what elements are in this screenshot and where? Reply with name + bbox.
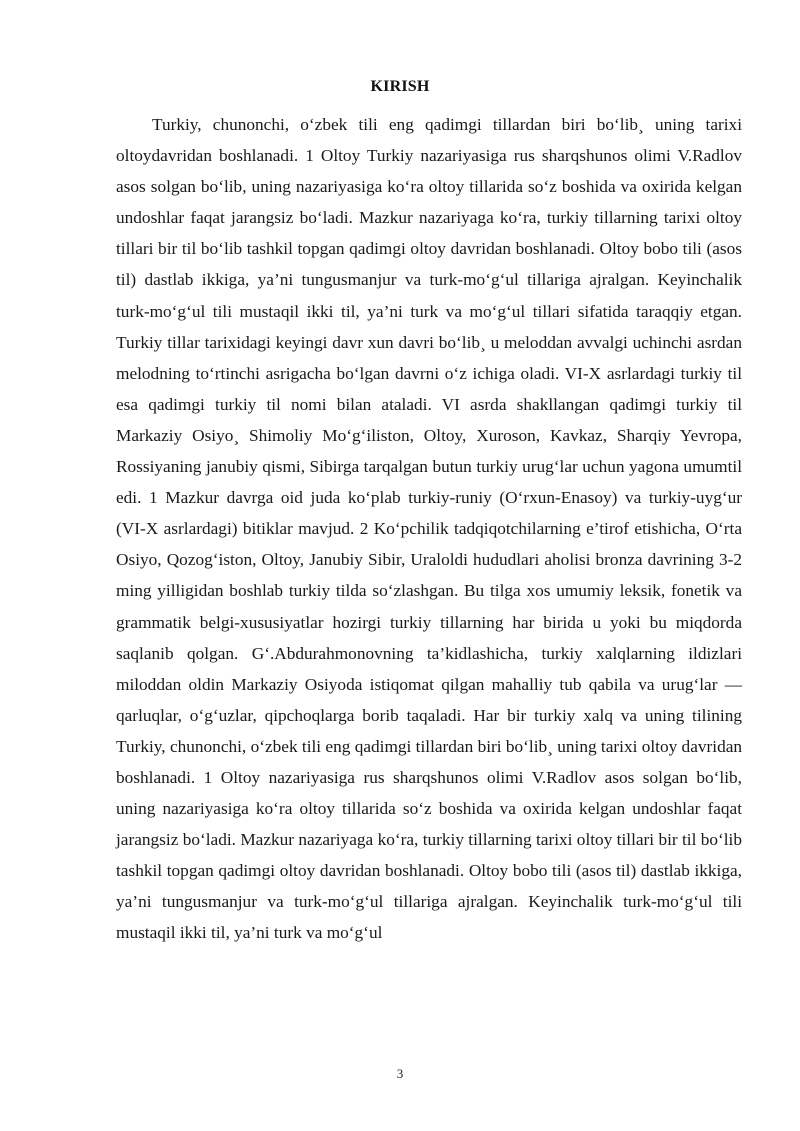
body-paragraph: Turkiy, chunonchi, o‘zbek tili eng qadimgi tillardan biri bo‘lib¸ uning tarixi oltoydavridan boshlanadi. 1 Oltoy Turkiy nazariyasiga rus sharqshunos olimi V.Radlov asos solgan bo‘lib, uning nazariyasiga ko‘ra oltoy tillarida so‘z boshida va oxirida kelgan undoshlar faqat jarangsiz bo‘ladi. Mazkur nazariyaga ko‘ra, turkiy tillarning tarixi oltoy tillari bir til bo‘lib tashkil topgan qadimgi oltoy davridan boshlanadi. Oltoy bobo tili (asos til) dastlab ikkiga, ya’ni tungusmanjur va turk-mo‘g‘ul tillariga ajralgan. Keyinchalik turk-mo‘g‘ul tili mustaqil ikki til, ya’ni turk va mo‘g‘ul tillari sifatida taraqqiy etgan. Turkiy tillar tarixidagi keyingi davr xun davri bo‘lib¸ u meloddan avvalgi uchinchi asrdan melodning to‘rtinchi asrigacha bo‘lgan davrni o‘z ichiga oladi. VI-X asrlardagi turkiy til esa qadimgi turkiy til nomi bilan ataladi. VI asrda shakllangan qadimgi turkiy til Markaziy Osiyo¸ Shimoliy Mo‘g‘iliston, Oltoy, Xuroson, Kavkaz, Sharqiy Yevropa, Rossiyaning janubiy qismi, Sibirga tarqalgan butun turkiy urug‘lar uchun yagona umumtil edi. 1 Mazkur davrga oid juda ko‘plab turkiy-runiy (O‘rxun-Enasoy) va turkiy-uyg‘ur (VI-X asrlardagi) bitiklar mavjud. 2 Ko‘pchilik tadqiqotchilarning e’tirof etishicha, O‘rta Osiyo, Qozog‘iston, Oltoy, Janubiy Sibir, Uraloldi hududlari aholisi bronza davrining 3-2 ming yilligidan boshlab turkiy tilda so‘zlashgan. Bu tilga xos umumiy leksik, fonetik va grammatik belgi-xususiyatlar hozirgi turkiy tillarning har birida u yoki bu miqdorda saqlanib qolgan. G‘.Abdurahmonovning ta’kidlashicha, turkiy xalqlarning ildizlari miloddan oldin Markaziy Osiyoda istiqomat qilgan mahalliy tub qabila va urug‘lar — qarluqlar, o‘g‘uzlar, qipchoqlarga borib taqaladi. Har bir turkiy xalq va uning tilining Turkiy, chunonchi, o‘zbek tili eng qadimgi tillardan biri bo‘lib¸ uning tarixi oltoy davridan boshlanadi. 1 Oltoy nazariyasiga rus sharqshunos olimi V.Radlov asos solgan bo‘lib, uning nazariyasiga ko‘ra oltoy tillarida so‘z boshida va oxirida kelgan undoshlar faqat jarangsiz bo‘ladi. Mazkur nazariyaga ko‘ra, turkiy tillarning tarixi oltoy tillari bir til bo‘lib tashkil topgan qadimgi oltoy davridan boshlanadi. Oltoy bobo tili (asos til) dastlab ikkiga, ya’ni tungusmanjur va turk-mo‘g‘ul tillariga ajralgan. Keyinchalik turk-mo‘g‘ul tili mustaqil ikki til, ya’ni turk va mo‘g‘ul [116, 115, 743, 943]
section-heading: KIRISH [370, 78, 430, 95]
page-number: 3 [396, 1066, 404, 1081]
